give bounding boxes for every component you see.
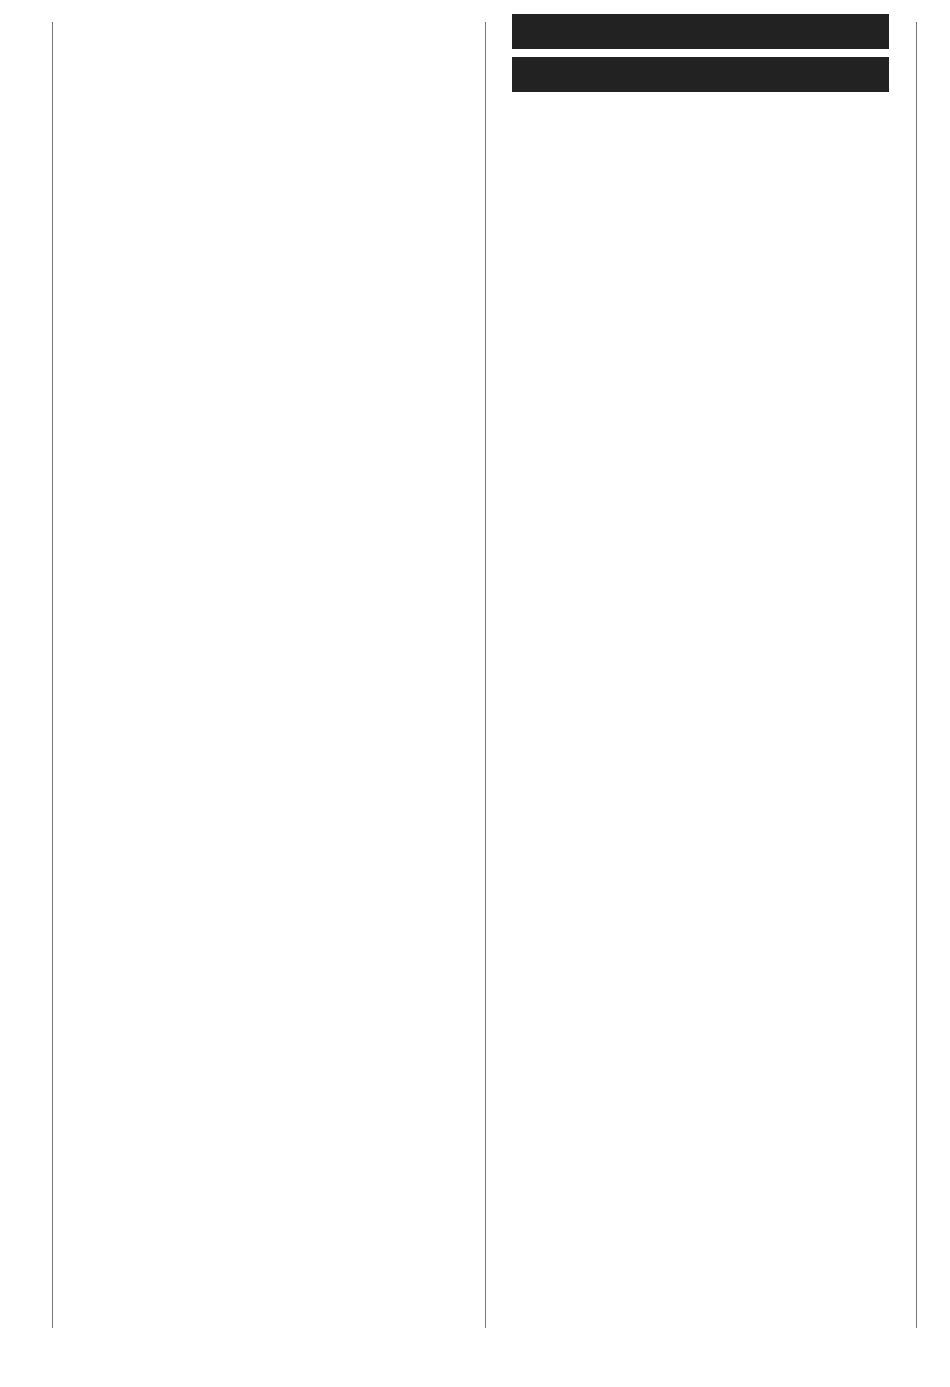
section-heading-line1 bbox=[512, 14, 889, 49]
column-divider-line bbox=[485, 22, 486, 1328]
left-margin-line bbox=[52, 22, 53, 1328]
section-heading-line2 bbox=[512, 57, 889, 92]
right-margin-line bbox=[916, 22, 917, 1328]
text-column bbox=[512, 0, 889, 108]
